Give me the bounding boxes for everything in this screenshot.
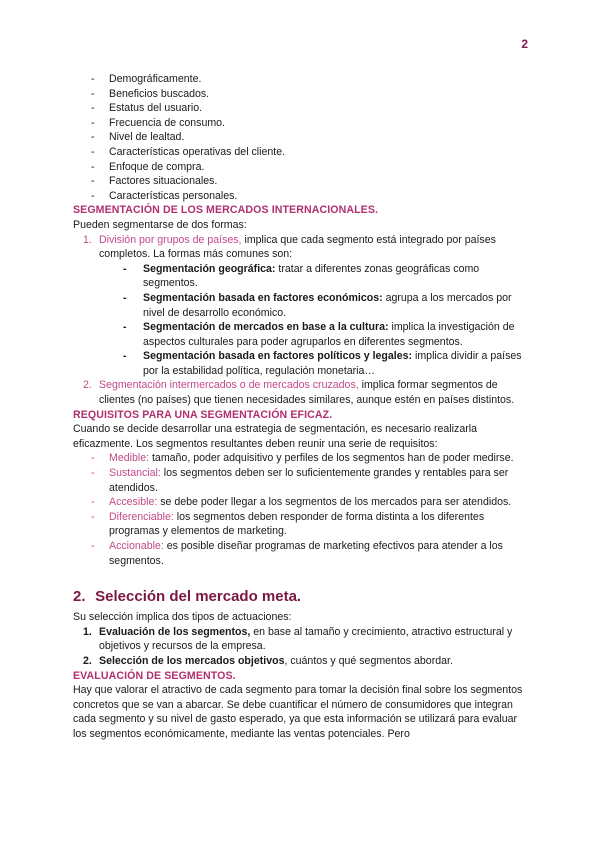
item-label: Diferenciable:: [109, 510, 174, 523]
item-number: 2.: [83, 654, 92, 667]
intl-intro: Pueden segmentarse de dos formas:: [73, 218, 247, 231]
list-item: - Enfoque de compra.: [91, 160, 528, 175]
item-number: 1.: [83, 625, 92, 638]
list-item: - Características operativas del cliente.: [91, 145, 528, 160]
list-item: - Frecuencia de consumo.: [91, 116, 528, 131]
item-text: los segmentos deben responder de forma distinta a los diferentes programas y elementos de marketing.: [109, 510, 485, 538]
list-item: [123, 320, 528, 349]
requirements-heading: REQUISITOS PARA UNA SEGMENTACIÓN EFICAZ.: [73, 408, 333, 421]
item-text: tamaño, poder adquisitivo y perfiles de los segmentos han de poder medirse.: [149, 452, 514, 465]
section-number: 2.: [73, 588, 86, 606]
list-item: [73, 233, 528, 379]
common-forms-list: [99, 262, 528, 379]
item-text: implica formar segmentos de clientes (no países) que tienen necesidades similares, aunque estén en países distintos.: [99, 379, 515, 407]
item-term: Segmentación basada en factores políticos y legales:: [143, 350, 413, 363]
item-number: 1.: [83, 233, 92, 246]
item-term: Segmentación de mercados en base a la cultura:: [143, 321, 389, 334]
segment-criteria-list: [73, 72, 528, 203]
list-item: [73, 654, 528, 669]
item-number: 2.: [83, 379, 92, 392]
item-text: es posible diseñar programas de marketing efectivos para atender a los segmentos.: [109, 540, 503, 567]
list-item: [91, 451, 528, 466]
list-item: - Nivel de lealtad.: [91, 130, 528, 145]
list-item: [73, 378, 528, 407]
item-title: División por grupos de países,: [99, 233, 242, 246]
evaluation-text: Hay que valorar el atractivo de cada segmento para tomar la decisión final sobre los segmentos concretos que se van a abarcar. Se debe cuantificar el número de consumidores que integran cada segmento y su nivel de gasto esperado, ya que esta información se utilizará para evaluar los segmentos económicamente, mediante las ventas potenciales. Pero: [73, 684, 523, 740]
list-item: [123, 291, 528, 320]
section-title: Selección del mercado meta.: [95, 588, 302, 606]
item-text: los segmentos deben ser lo suficientemente grandes y rentables para ser atendidos.: [109, 467, 509, 494]
list-item: - Factores situacionales.: [91, 174, 528, 189]
requirements-list: [73, 451, 528, 568]
item-label: Accesible:: [109, 496, 158, 509]
item-text: implica que cada segmento está integrado por países completos. La formas más comunes son:: [99, 233, 496, 261]
page-content: [73, 72, 528, 742]
list-item: [123, 349, 528, 378]
item-label: Medible:: [109, 452, 150, 465]
intl-segmentation-heading: SEGMENTACIÓN DE LOS MERCADOS INTERNACIONALES.: [73, 204, 379, 217]
item-label: Sustancial:: [109, 467, 161, 480]
intl-forms-list: [73, 233, 528, 408]
list-item: [91, 539, 528, 568]
item-term: Selección de los mercados objetivos: [99, 654, 285, 667]
list-item: - Estatus del usuario.: [91, 101, 528, 116]
list-item: [73, 625, 528, 654]
item-text: en base al tamaño y crecimiento, atractivo estructural y objetivos y recursos de la empresa.: [99, 625, 513, 653]
list-item: - Beneficios buscados.: [91, 87, 528, 102]
item-term: Evaluación de los segmentos,: [99, 625, 251, 638]
item-term: Segmentación basada en factores económicos:: [143, 291, 383, 304]
item-term: Segmentación geográfica:: [143, 262, 276, 275]
item-text: implica dividir a países por la estabilidad política, regulación monetaria…: [143, 350, 522, 377]
item-text: tratar a diferentes zonas geográficas como segmentos.: [143, 262, 480, 290]
item-text: , cuántos y qué segmentos abordar.: [284, 654, 453, 667]
page-number: 2: [521, 37, 528, 51]
list-item: [91, 495, 528, 510]
list-item: - Demográficamente.: [91, 72, 528, 87]
item-text: agrupa a los mercados por nivel de desarrollo económico.: [143, 291, 512, 319]
section-2-heading: [73, 588, 528, 606]
item-label: Accionable:: [109, 540, 164, 552]
item-text: implica la investigación de aspectos culturales para poder agruparlos en diferentes segmentos.: [143, 321, 515, 348]
requirements-intro: Cuando se decide desarrollar una estrategia de segmentación, es necesario realizarla eficazmente. Los segmentos resultantes deben reunir una serie de requisitos:: [73, 423, 477, 450]
list-item: [91, 466, 528, 495]
actions-list: [73, 625, 528, 669]
item-text: se debe poder llegar a los segmentos de los mercados para ser atendidos.: [157, 496, 512, 509]
item-title: Segmentación intermercados o de mercados cruzados,: [99, 379, 359, 392]
list-item: - Características personales.: [91, 189, 528, 204]
list-item: [91, 510, 528, 539]
evaluation-heading: EVALUACIÓN DE SEGMENTOS.: [73, 669, 236, 682]
section-2-intro: Su selección implica dos tipos de actuaciones:: [73, 611, 292, 624]
list-item: [123, 262, 528, 291]
